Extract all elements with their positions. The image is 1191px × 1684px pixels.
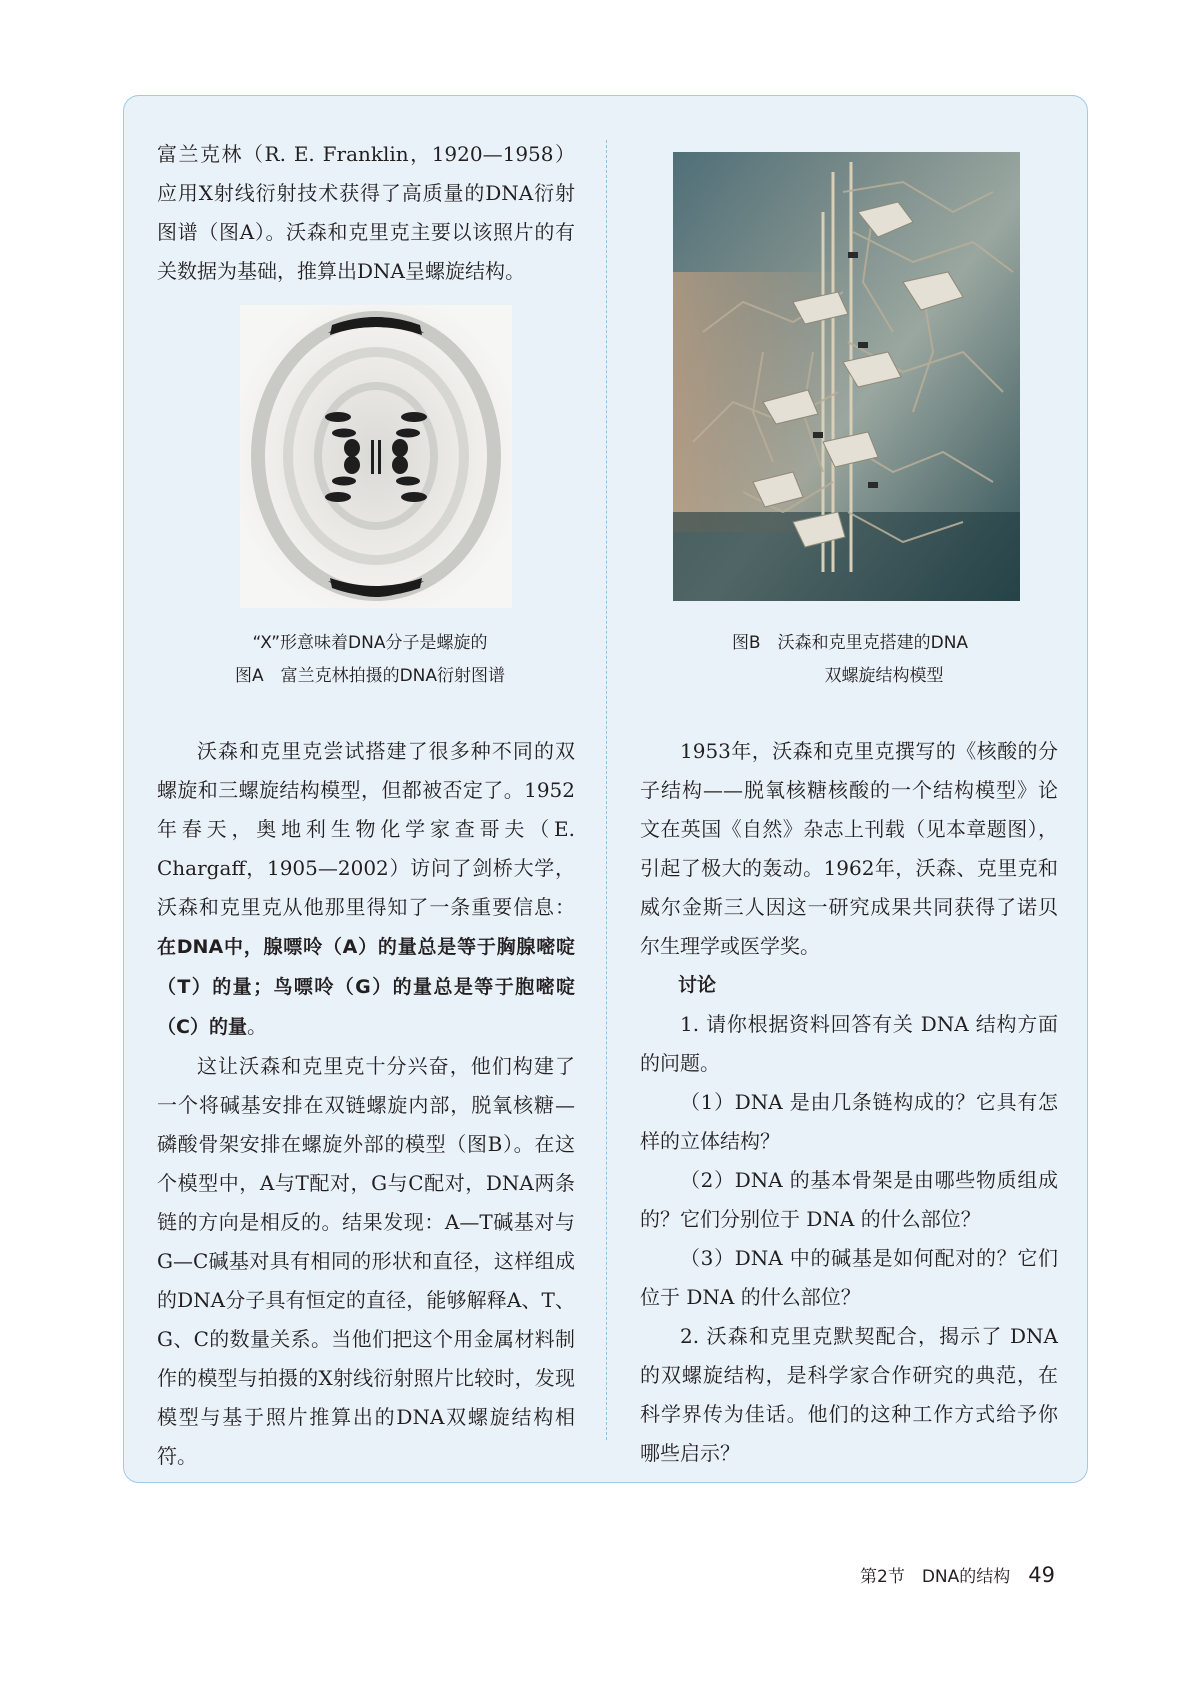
question-1-3: （3）DNA 中的碱基是如何配对的？它们位于 DNA 的什么部位？ bbox=[640, 1246, 1058, 1309]
chargaff-paragraph-end: 。 bbox=[246, 1014, 267, 1038]
franklin-paragraph: 富兰克林（R. E. Franklin，1920—1958）应用X射线衍射技术获得了高质量的DNA衍射图谱（图A）。沃森和克里克主要以该照片的有关数据为基础，推算出DNA呈螺旋结构。 bbox=[157, 142, 575, 283]
left-column-text bbox=[157, 732, 575, 1476]
discussion-heading: 讨论 bbox=[678, 974, 717, 996]
page-footer bbox=[860, 1562, 1095, 1587]
question-1-1: （1）DNA 是由几条链构成的？它具有怎样的立体结构？ bbox=[640, 1090, 1058, 1153]
dna-model-graphic bbox=[673, 152, 1020, 601]
chargaff-paragraph-start: 沃森和克里克尝试搭建了很多种不同的双螺旋和三螺旋结构模型，但都被否定了。1952年春天，奥地利生物化学家查哥夫（E. Chargaff，1905—2002）访问了剑桥大学，沃森和克里克从他那里得知了一条重要信息： bbox=[157, 739, 575, 919]
figure-b-caption bbox=[660, 627, 1040, 693]
model-building-paragraph: 这让沃森和克里克十分兴奋，他们构建了一个将碱基安排在双链螺旋内部，脱氧核糖—磷酸骨架安排在螺旋外部的模型（图B）。在这个模型中，A与T配对，G与C配对，DNA两条链的方向是相反的。结果发现：A—T碱基对与G—C碱基对具有相同的形状和直径，这样组成的DNA分子具有恒定的直径，能够解释A、T、G、C的数量关系。当他们把这个用金属材料制作的模型与拍摄的X射线衍射照片比较时，发现模型与基于照片推算出的DNA双螺旋结构相符。 bbox=[157, 1054, 575, 1468]
nature-paper-paragraph: 1953年，沃森和克里克撰写的《核酸的分子结构——脱氧核糖核酸的一个结构模型》论文在英国《自然》杂志上刊载（见本章题图），引起了极大的轰动。1962年，沃森、克里克和威尔金斯三人因这一研究成果共同获得了诺贝尔生理学或医学奖。 bbox=[640, 739, 1058, 958]
figure-a-title: 图A 富兰克林拍摄的DNA衍射图谱 bbox=[234, 666, 506, 686]
question-1-2: （2）DNA 的基本骨架是由哪些物质组成的？它们分别位于 DNA 的什么部位？ bbox=[640, 1168, 1058, 1231]
intro-text-block bbox=[157, 135, 575, 291]
page-number: 49 bbox=[1028, 1563, 1055, 1587]
figure-a-caption bbox=[170, 627, 570, 693]
diffraction-pattern-graphic bbox=[240, 305, 512, 608]
chargaff-paragraph bbox=[157, 732, 575, 1047]
right-column-text bbox=[640, 732, 1058, 1473]
chargaff-rule-bold: 在DNA中，腺嘌呤（A）的量总是等于胸腺嘧啶（T）的量；鸟嘌呤（G）的量总是等于胞嘧啶（C）的量 bbox=[157, 936, 575, 1038]
figure-b-title-line2: 双螺旋结构模型 bbox=[824, 666, 944, 686]
section-title: 第2节 DNA的结构 bbox=[860, 1567, 1011, 1587]
figure-a-note: “X”形意味着DNA分子是螺旋的 bbox=[252, 633, 488, 653]
column-divider bbox=[606, 140, 607, 1440]
figure-a-diffraction-image bbox=[240, 305, 512, 608]
question-2: 2. 沃森和克里克默契配合，揭示了 DNA 的双螺旋结构，是科学家合作研究的典范，在科学界传为佳话。他们的这种工作方式给予你哪些启示？ bbox=[640, 1324, 1058, 1465]
figure-b-dna-model-photo bbox=[673, 152, 1020, 601]
question-1: 1. 请你根据资料回答有关 DNA 结构方面的问题。 bbox=[640, 1012, 1058, 1075]
figure-b-title-line1: 图B 沃森和克里克搭建的DNA bbox=[731, 633, 969, 653]
